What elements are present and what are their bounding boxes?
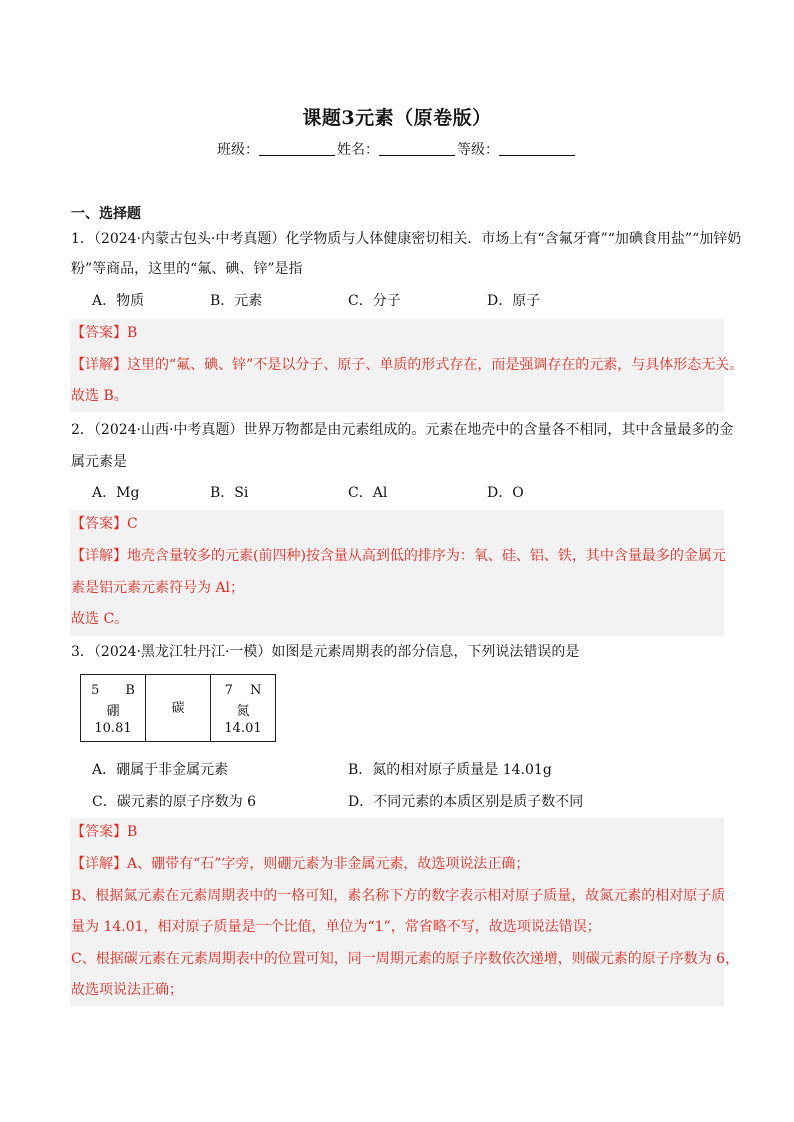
q2-answer: 【答案】C: [71, 516, 138, 532]
name-label: 姓名：: [337, 142, 379, 158]
q1-answer: 【答案】B: [71, 325, 138, 341]
q2-stem-line1: 2．（2024·山西·中考真题）世界万物都是由元素组成的。元素在地壳中的含量各不相同，其中含量最多的金: [71, 422, 734, 438]
periodic-table-excerpt: [80, 674, 276, 742]
carbon-cell: [146, 675, 211, 742]
q1-stem-line1: 1．（2024·内蒙古包头·中考真题）化学物质与人体健康密切相关．市场上有“含氟牙膏”“加碘食用盐”“加锌奶: [71, 231, 742, 247]
q3-detail-line5: 故选项说法正确；: [71, 982, 183, 998]
q2-detail-line2: 素是铝元素元素符号为 Al；: [71, 580, 245, 596]
q3-detail-line3: 量为 14.01，相对原子质量是一个比值，单位为“1”，常省略不写，故选项说法错误；: [71, 919, 601, 935]
boron-cell: [81, 675, 146, 742]
q3-option-b: B．氮的相对原子质量是 14.01g: [348, 762, 552, 778]
section-title: 一、选择题: [71, 206, 141, 222]
q3-stem-line1: 3．（2024·黑龙江牡丹江·一模）如图是元素周期表的部分信息，下列说法错误的是: [71, 644, 580, 660]
q2-detail-line3: 故选 C。: [71, 611, 129, 627]
student-info-line: [0, 139, 794, 159]
q2-answer-block: [70, 510, 724, 636]
q1-option-a: A．物质: [92, 293, 145, 309]
q3-answer: 【答案】B: [71, 824, 138, 840]
q2-option-d: D．O: [487, 485, 524, 501]
boron-number-symbol: 5 B: [91, 683, 135, 698]
q2-stem-line2: 属元素是: [71, 454, 127, 470]
q3-option-a: A．硼属于非金属元素: [92, 762, 229, 778]
q2-option-c: C．Al: [348, 485, 388, 501]
nitrogen-number-symbol: 7 N: [224, 683, 262, 698]
q3-option-c: C．碳元素的原子序数为 6: [92, 794, 257, 810]
class-label: 班级：: [217, 142, 259, 158]
boron-mass: 10.81: [94, 721, 132, 736]
q2-option-b: B．Si: [210, 485, 249, 501]
name-blank: [379, 143, 455, 156]
boron-name: 硼: [106, 704, 120, 719]
nitrogen-cell: [211, 675, 276, 742]
q3-detail-line4: C、根据碳元素在元素周期表中的位置可知，同一周期元素的原子序数依次递增，则碳元素的原子序数为 6，: [71, 951, 740, 967]
q3-detail-line1: 【详解】A、硼带有“石”字旁，则硼元素为非金属元素，故选项说法正确；: [71, 856, 530, 872]
q2-detail-line1: 【详解】地壳含量较多的元素(前四种)按含量从高到低的排序为：氧、硅、铝、铁，其中含量最多的金属元: [71, 548, 726, 564]
q3-answer-block: [70, 818, 724, 1006]
page-title: 课题3元素（原卷版）: [302, 107, 492, 129]
q1-detail-line1: 【详解】这里的“氟、碘、锌”不是以分子、原子、单质的形式存在，而是强调存在的元素，与具体形态无关。: [71, 357, 744, 373]
q1-option-d: D．原子: [487, 293, 541, 309]
grade-blank: [499, 143, 575, 156]
q1-stem-line2: 粉”等商品，这里的“氟、碘、锌”是指: [71, 261, 303, 277]
q2-option-a: A．Mg: [92, 485, 140, 501]
nitrogen-mass: 14.01: [224, 721, 262, 736]
nitrogen-name: 氮: [236, 704, 250, 719]
q3-detail-line2: B、根据氮元素在元素周期表中的一格可知，素名称下方的数字表示相对原子质量，故氮元素的相对原子质: [71, 888, 726, 904]
q1-option-b: B．元素: [210, 293, 263, 309]
q1-detail-line2: 故选 B。: [71, 388, 128, 404]
q3-option-d: D．不同元素的本质区别是质子数不同: [348, 794, 584, 810]
grade-label: 等级：: [457, 142, 499, 158]
q1-option-c: C．分子: [348, 293, 401, 309]
carbon-name: 碳: [171, 701, 185, 716]
class-blank: [259, 143, 335, 156]
